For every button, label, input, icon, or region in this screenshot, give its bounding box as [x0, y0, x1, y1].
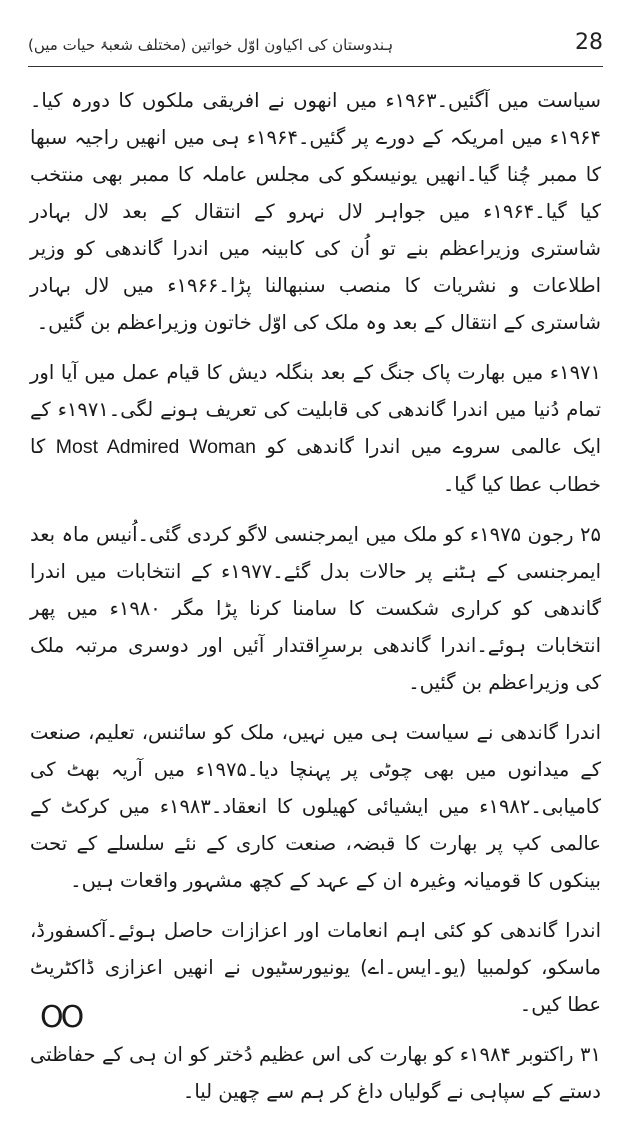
paragraph: [30, 82, 601, 341]
paragraph: [30, 354, 601, 503]
body-text: [30, 82, 601, 1123]
paragraph: [30, 912, 601, 1023]
header-rule: [28, 66, 603, 67]
footer-ornament: OO: [40, 1000, 82, 1035]
paragraph-text: ۱۹۷۱ء میں بھارت پاک جنگ کے بعد بنگلہ دیش کا قیام عمل میں آیا اور تمام دُنیا میں اندرا گاندھی کی قابلیت کی تعریف ہونے لگی۔۱۹۷۱ء کے ایک عالمی سروے میں اندرا گاندھی کو: [30, 361, 601, 458]
running-head: ہندوستان کی اکیاون اوّل خواتین (مختلف شعبۂ حیات میں): [28, 36, 394, 54]
paragraph-text: ۳۱ راکتوبر ۱۹۸۴ء کو بھارت کی اس عظیم دُختر کو ان ہی کے حفاظتی دستے کے سپاہی نے گولیاں داغ کر ہم سے چھین لیا۔: [30, 1043, 601, 1103]
paragraph-text: ۲۵ رجون ۱۹۷۵ء کو ملک میں ایمرجنسی لاگو کردی گئی۔اُنیس ماہ بعد ایمرجنسی کے ہٹنے پر حالات بدل گئے۔۱۹۷۷ء کے انتخابات میں اندرا گاندھی کو کراری شکست کا سامنا کرنا پڑا مگر ۱۹۸۰ء میں پھر انتخابات ہوئے۔اندرا گاندھی برسرِاقتدار آئیں اور دوسری مرتبہ ملک کی وزیراعظم بن گئیں۔: [30, 523, 602, 694]
paragraph: [30, 516, 601, 701]
page-number: 28: [575, 30, 603, 55]
paragraph: [30, 1036, 601, 1110]
page-header: [28, 30, 603, 66]
paragraph-text: اندرا گاندھی کو کئی اہم انعامات اور اعزازات حاصل ہوئے۔آکسفورڈ، ماسکو، کولمبیا (یو۔ایس۔اے) یونیورسٹیوں نے انھیں اعزازی ڈاکٹریٹ عطا کیں۔: [30, 919, 601, 1016]
paragraph: [30, 714, 601, 899]
paragraph-text: سیاست میں آگئیں۔۱۹۶۳ء میں انھوں نے افریقی ملکوں کا دورہ کیا۔۱۹۶۴ء میں امریکہ کے دورے پر گئیں۔۱۹۶۴ء ہی میں انھیں راجیہ سبھا کا ممبر چُنا گیا۔انھیں یونیسکو کی مجلس عاملہ کا ممبر بھی منتخب کیا گیا۔۱۹۶۴ء میں جواہر لال نہرو کے انتقال کے بعد لال بہادر شاستری وزیراعظم بنے تو اُن کی کابینہ میں اندرا گاندھی کو وزیر اطلاعات و نشریات کا منصب سنبھالنا پڑا۔۱۹۶۶ء میں لال بہادر شاستری کے انتقال کے بعد وہ ملک کی اوّل خاتون وزیراعظم بن گئیں۔: [30, 89, 602, 334]
paragraph-text-tail: کا خطاب عطا کیا گیا۔: [30, 435, 601, 496]
paragraph-text: اندرا گاندھی نے سیاست ہی میں نہیں، ملک کو سائنس، تعلیم، صنعت کے میدانوں میں بھی چوٹی پر پہنچا دیا۔۱۹۷۵ء میں آریہ بھٹ کی کامیابی۔۱۹۸۲ء میں ایشیائی کھیلوں کا انعقاد۔۱۹۸۳ء میں کرکٹ کے عالمی کپ پر بھارت کا قبضہ، صنعت کاری کے نئے سلسلے کے تحت بینکوں کا قومیانہ وغیرہ ان کے عہد کے کچھ مشہور واقعات ہیں۔: [30, 721, 601, 892]
english-phrase: Most Admired Woman: [55, 436, 256, 458]
